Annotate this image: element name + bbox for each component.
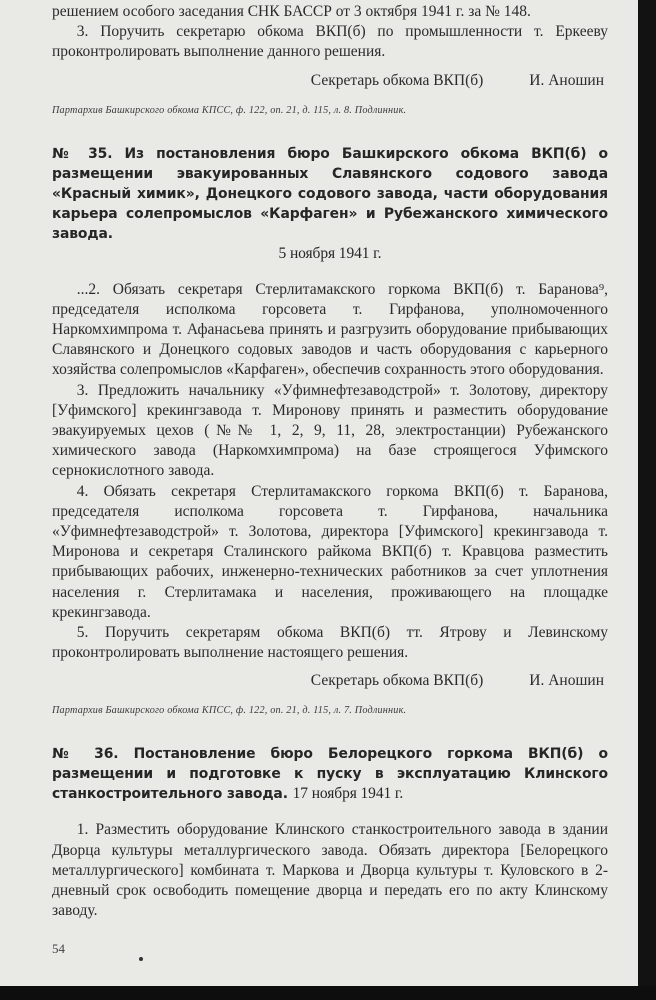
doc-35-body	[52, 280, 608, 664]
doc-35-signature-name: И. Аношин	[529, 672, 604, 690]
doc-35-title: № 35. Из постановления бюро Башкирского обкома ВКП(б) о размещении эвакуированных Славянского содового завода «Красный химик», Донецкого содового завода, части оборудования карьера солепромыслов «Карфаген» и Рубежанского химического завода.	[52, 145, 608, 242]
doc-35-signature-title: Секретарь обкома ВКП(б)	[310, 672, 484, 690]
doc-36-heading	[52, 744, 608, 804]
doc-35-archive-reference: Партархив Башкирского обкома КПСС, ф. 122, оп. 21, д. 115, л. 7. Подлинник.	[52, 705, 407, 717]
item-3-text: 3. Поручить секретарю обкома ВКП(б) по промышленности т. Еркееву проконтролировать выполнение данного решения.	[52, 23, 608, 61]
signature-line	[52, 71, 608, 91]
doc-35-paragraph-4: 4. Обязать секретаря Стерлитамакского горкома ВКП(б) т. Баранова, председателя исполкома горсовета т. Гирфанова, начальника «Уфимнефтезаводстрой» т. Золотова, директора [Уфимского] крекингзавода т. Миронова и секретаря Сталинского райкома ВКП(б) т. Кравцова разместить прибывающих рабочих, инженерно-технических работников за счет уплотнения населения г. Стерлитамака и населения, проживающего на площадке крекингзавода.	[52, 482, 608, 621]
doc-35-paragraph-2: ...2. Обязать секретаря Стерлитамакского горкома ВКП(б) т. Баранова⁹, председателя исполкома горсовета т. Гирфанова, уполномоченного Наркомхимпрома т. Афанасьева принять и разгрузить оборудование прибывающих Славянского и Донецкого содовых заводов и часть оборудования с карьерного хозяйства солепромыслов «Карфаген», обеспечив сохранность этого оборудования.	[52, 280, 608, 379]
print-speck	[139, 957, 143, 961]
page-number: 54	[52, 941, 65, 957]
doc-35-paragraph-5: 5. Поручить секретарям обкома ВКП(б) тт. Ятрову и Левинскому проконтролировать выполнение настоящего решения.	[52, 624, 608, 662]
page-bottom-shadow	[0, 986, 656, 1000]
doc-36-paragraph-1: 1. Разместить оборудование Клинского станкостроительного завода в здании Дворца культуры металлургического завода. Обязать директора [Белорецкого металлургического] комбината т. Маркова и Дворца культуры т. Куловского в 2-дневный срок освободить помещение дворца и передать его по акту Клинскому заводу.	[52, 821, 608, 920]
doc-35-signature-line	[52, 671, 608, 691]
doc-35-date: 5 ноября 1941 г.	[278, 244, 382, 262]
doc-35-paragraph-3: 3. Предложить начальнику «Уфимнефтезаводстрой» т. Золотову, директору [Уфимского] крекингзавода т. Миронову принять и разместить оборудование эвакуируемых цехов (№№ 1, 2, 9, 11, 28, электростанции) Рубежанского химического завода (Наркомхимпрома) на базе строящегося Уфимского сернокислотного завода.	[52, 381, 608, 480]
doc-36-date: 17 ноября 1941 г.	[292, 785, 404, 803]
archive-reference: Партархив Башкирского обкома КПСС, ф. 122, оп. 21, д. 115, л. 8. Подлинник.	[52, 104, 407, 116]
page-edge-shadow	[638, 0, 656, 1000]
signature-name: И. Аношин	[529, 71, 604, 89]
doc-36-body	[52, 820, 608, 921]
continuation-text: решением особого заседания СНК БАССР от 3 октября 1941 г. за № 148.	[52, 3, 531, 20]
signature-title: Секретарь обкома ВКП(б)	[310, 71, 484, 89]
doc-36-title: № 36. Постановление бюро Белорецкого горкома ВКП(б) о размещении и подготовке к пуску в эксплуатацию Клинского станкостроительного завода.	[52, 746, 608, 803]
doc-35-heading	[52, 144, 608, 264]
